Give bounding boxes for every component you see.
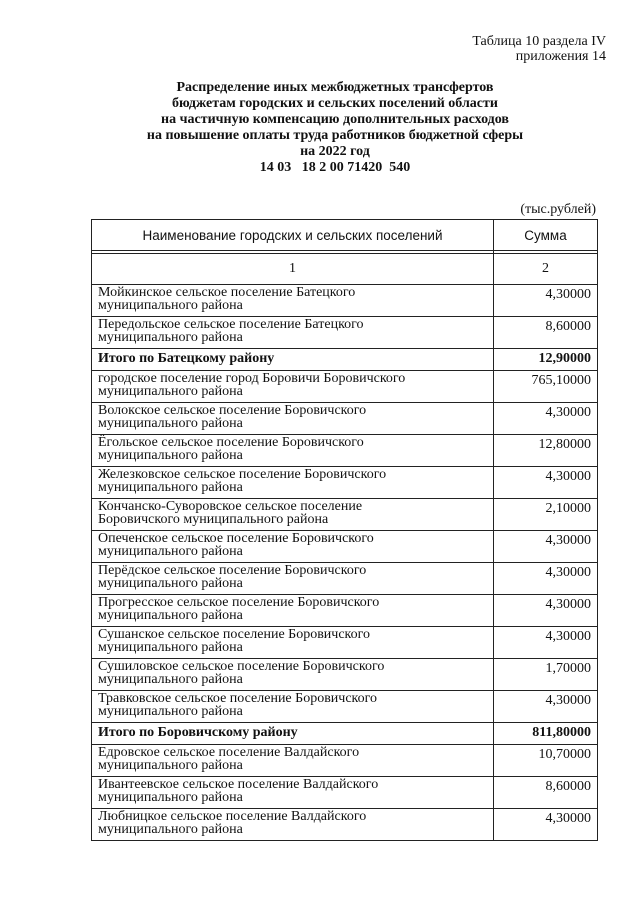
- subtotal-row: [92, 349, 598, 371]
- table-row: [92, 371, 598, 403]
- settlement-name-line1: Сушиловское сельское поселение Боровичского: [98, 659, 385, 674]
- settlement-name: [92, 691, 494, 723]
- settlement-name-line1: Кончанско-Суворовское сельское поселение: [98, 499, 363, 514]
- settlement-name: [92, 531, 494, 563]
- settlement-name: [92, 467, 494, 499]
- settlement-name: [92, 627, 494, 659]
- settlement-name-line1: Мойкинское сельское поселение Батецкого: [98, 285, 356, 300]
- title-line-3: на частичную компенсацию дополнительных расходов: [161, 112, 509, 127]
- title-line-2: бюджетам городских и сельских поселений области: [172, 96, 498, 111]
- column-header-sum: Сумма: [494, 220, 598, 251]
- settlement-name-line2: муниципального района: [98, 757, 243, 773]
- allocation-table: [91, 219, 598, 841]
- settlement-name-line1: Прогресское сельское поселение Боровичского: [98, 595, 380, 610]
- row-sum: 12,80000: [494, 435, 598, 467]
- table-reference-line1: Таблица 10 раздела IV: [472, 34, 606, 49]
- settlement-name-line1: Сушанское сельское поселение Боровичского: [98, 627, 371, 642]
- settlement-name-line2: муниципального района: [98, 447, 243, 463]
- row-sum: 4,30000: [494, 285, 598, 317]
- table-reference-line2: приложения 14: [515, 49, 606, 64]
- settlement-name-line1: Ивантеевское сельское поселение Валдайского: [98, 777, 379, 792]
- settlement-name-line1: городское поселение город Боровичи Боровичского: [98, 371, 406, 386]
- settlement-name-line1: Ёгольское сельское поселение Боровичского: [98, 435, 364, 450]
- row-sum: 12,90000: [494, 349, 598, 371]
- settlement-name-line1: Любницкое сельское поселение Валдайского: [98, 809, 367, 824]
- settlement-name-line2: муниципального района: [98, 575, 243, 591]
- table-row: [92, 435, 598, 467]
- settlement-name-line2: муниципального района: [98, 607, 243, 623]
- table-row: [92, 659, 598, 691]
- settlement-name: [92, 745, 494, 777]
- table-row: [92, 285, 598, 317]
- subtotal-row: [92, 723, 598, 745]
- settlement-name-line1: Железковское сельское поселение Боровичского: [98, 467, 387, 482]
- subtotal-label: Итого по Боровичскому району: [92, 723, 494, 745]
- settlement-name: [92, 317, 494, 349]
- settlement-name-line2: муниципального района: [98, 479, 243, 495]
- table-row: [92, 563, 598, 595]
- row-sum: 4,30000: [494, 809, 598, 841]
- row-sum: 8,60000: [494, 777, 598, 809]
- settlement-name-line2: муниципального района: [98, 297, 243, 313]
- row-sum: 811,80000: [494, 723, 598, 745]
- settlement-name-line1: Волокское сельское поселение Боровичского: [98, 403, 367, 418]
- settlement-name-line1: Передольское сельское поселение Батецкого: [98, 317, 364, 332]
- units-label: (тыс.рублей): [520, 202, 596, 217]
- column-header-name: Наименование городских и сельских поселений: [92, 220, 494, 251]
- settlement-name: [92, 595, 494, 627]
- row-sum: 4,30000: [494, 403, 598, 435]
- table-row: [92, 777, 598, 809]
- settlement-name: [92, 809, 494, 841]
- column-number-name: 1: [92, 254, 494, 285]
- settlement-name-line1: Едровское сельское поселение Валдайского: [98, 745, 360, 760]
- title-line-5: на 2022 год: [300, 144, 370, 159]
- row-sum: 765,10000: [494, 371, 598, 403]
- settlement-name: [92, 777, 494, 809]
- table-row: [92, 467, 598, 499]
- table-row: [92, 499, 598, 531]
- settlement-name-line1: Перёдское сельское поселение Боровичского: [98, 563, 367, 578]
- settlement-name-line2: муниципального района: [98, 703, 243, 719]
- settlement-name-line2: муниципального района: [98, 415, 243, 431]
- settlement-name: [92, 499, 494, 531]
- settlement-name-line2: муниципального района: [98, 639, 243, 655]
- settlement-name: [92, 285, 494, 317]
- title-line-1: Распределение иных межбюджетных трансфертов: [176, 80, 494, 95]
- table-row: [92, 531, 598, 563]
- table-reference: [472, 34, 606, 64]
- settlement-name-line2: муниципального района: [98, 789, 243, 805]
- subtotal-label: Итого по Батецкому району: [92, 349, 494, 371]
- document-title: [90, 80, 580, 176]
- title-line-4: на повышение оплаты труда работников бюджетной сферы: [146, 128, 524, 143]
- table-header-row: [92, 220, 598, 251]
- settlement-name: [92, 403, 494, 435]
- row-sum: 4,30000: [494, 691, 598, 723]
- table-row: [92, 691, 598, 723]
- table-row: [92, 745, 598, 777]
- settlement-name: [92, 563, 494, 595]
- settlement-name-line2: муниципального района: [98, 383, 243, 399]
- settlement-name: [92, 659, 494, 691]
- row-sum: 2,10000: [494, 499, 598, 531]
- table-row: [92, 403, 598, 435]
- settlement-name: [92, 435, 494, 467]
- row-sum: 8,60000: [494, 317, 598, 349]
- row-sum: 4,30000: [494, 467, 598, 499]
- settlement-name-line2: муниципального района: [98, 821, 243, 837]
- table-row: [92, 317, 598, 349]
- settlement-name-line2: Боровичского муниципального района: [98, 511, 329, 527]
- row-sum: 4,30000: [494, 595, 598, 627]
- settlement-name-line2: муниципального района: [98, 329, 243, 345]
- settlement-name-line2: муниципального района: [98, 543, 243, 559]
- table-row: [92, 627, 598, 659]
- column-number-row: [92, 254, 598, 285]
- row-sum: 4,30000: [494, 563, 598, 595]
- settlement-name-line1: Травковское сельское поселение Боровичского: [98, 691, 378, 706]
- column-number-sum: 2: [494, 254, 598, 285]
- row-sum: 1,70000: [494, 659, 598, 691]
- table-row: [92, 809, 598, 841]
- table-row: [92, 595, 598, 627]
- settlement-name: [92, 371, 494, 403]
- settlement-name-line2: муниципального района: [98, 671, 243, 687]
- row-sum: 4,30000: [494, 531, 598, 563]
- budget-code: 14 03 18 2 00 71420 540: [259, 160, 411, 175]
- settlement-name-line1: Опеченское сельское поселение Боровичского: [98, 531, 374, 546]
- row-sum: 10,70000: [494, 745, 598, 777]
- row-sum: 4,30000: [494, 627, 598, 659]
